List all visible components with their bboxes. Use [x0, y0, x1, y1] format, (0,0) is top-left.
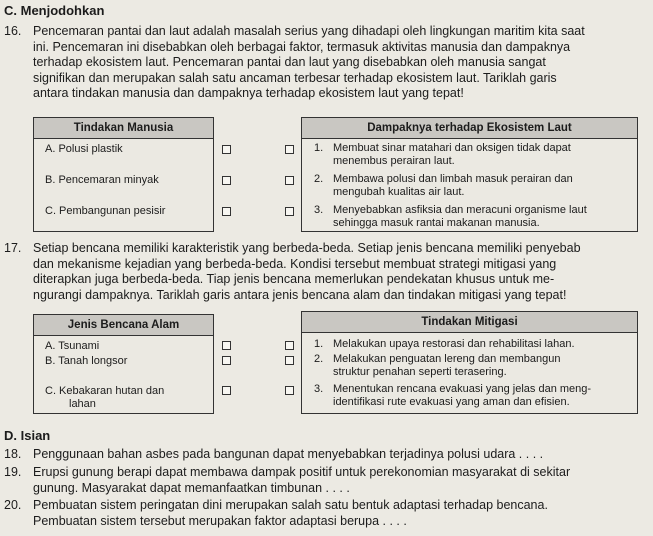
- q17-right-header: Tindakan Mitigasi: [302, 312, 637, 333]
- q16-right-num-2: 2.: [314, 173, 324, 185]
- q17-right-item-2-line: struktur penahan seperti terasering.: [333, 366, 507, 378]
- q16-right-item-2: [333, 173, 633, 199]
- q19-line: gunung. Masyarakat dapat memanfaatkan timbunan . . . .: [33, 480, 350, 495]
- q16-line: terhadap ekosistem laut. Pencemaran pantai dan laut yang disebabkan oleh manusia sangat: [33, 55, 546, 69]
- q17-left-checkbox-a[interactable]: [222, 341, 231, 350]
- q16-right-checkbox-1[interactable]: [285, 145, 294, 154]
- q16-right-item-3-line: Menyebabkan asfiksia dan meracuni organisme laut: [333, 204, 587, 216]
- q17-right-item-3-line: identifikasi rute evakuasi yang aman dan efisien.: [333, 396, 570, 408]
- q17-right-checkbox-3[interactable]: [285, 386, 294, 395]
- q17-line: Setiap bencana memiliki karakteristik yang berbeda-beda. Setiap jenis bencana memiliki penyebab: [33, 241, 581, 255]
- q16-right-item-2-line: mengubah kualitas air laut.: [333, 186, 465, 198]
- q17-right-num-1: 1.: [314, 338, 324, 350]
- q17-right-num-3: 3.: [314, 383, 324, 395]
- q16-left-item-c: C. Pembangunan pesisir: [45, 205, 166, 217]
- q17-line: diterapkan juga berbeda-beda. Tiap jenis bencana memerlukan pendekatan khusus untuk me-: [33, 272, 555, 286]
- q17-line: ngurangi dampaknya. Tariklah garis antara jenis bencana alam dan tindakan mitigasi yang tepat!: [33, 287, 567, 302]
- q16-line: signifikan dan merupakan salah satu ancaman terbesar terhadap ekosistem laut. Tariklah garis: [33, 70, 557, 85]
- q16-right-item-2-line: Membawa polusi dan limbah masuk perairan dan: [333, 173, 573, 185]
- q17-right-item-2-line: Melakukan penguatan lereng dan membangun: [333, 353, 561, 365]
- q17-right-num-2: 2.: [314, 353, 324, 365]
- q17-right-checkbox-2[interactable]: [285, 356, 294, 365]
- q17-left-checkbox-c[interactable]: [222, 386, 231, 395]
- q16-right-header: Dampaknya terhadap Ekosistem Laut: [302, 118, 637, 139]
- q16-left-checkbox-a[interactable]: [222, 145, 231, 154]
- q20-text: [33, 498, 643, 529]
- q16-left-checkbox-c[interactable]: [222, 207, 231, 216]
- q18-line: Penggunaan bahan asbes pada bangunan dapat menyebabkan terjadinya polusi udara . . . .: [33, 447, 544, 461]
- q16-right-item-1-line: Membuat sinar matahari dan oksigen tidak dapat: [333, 142, 571, 154]
- q16-right-item-1: [333, 142, 633, 168]
- q16-left-item-a: A. Polusi plastik: [45, 143, 123, 155]
- q17-left-item-c-line: C. Kebakaran hutan dan: [45, 385, 165, 397]
- q17-left-item-b: B. Tanah longsor: [45, 355, 128, 367]
- q16-right-item-3: [333, 204, 633, 230]
- q20-number: 20.: [4, 498, 22, 512]
- section-c-title: C. Menjodohkan: [4, 3, 105, 18]
- q17-number: 17.: [4, 241, 22, 255]
- q16-right-num-3: 3.: [314, 204, 324, 216]
- q17-right-checkbox-1[interactable]: [285, 341, 294, 350]
- q17-left-item-c: [45, 385, 210, 411]
- q19-line: Erupsi gunung berapi dapat membawa dampak positif untuk perekonomian masyarakat di sekitar: [33, 465, 571, 479]
- q16-right-item-1-line: menembus perairan laut.: [333, 155, 455, 167]
- q16-text: [33, 24, 643, 102]
- q16-left-item-b: B. Pencemaran minyak: [45, 174, 159, 186]
- q17-line: dan mekanisme kejadian yang berbeda-beda. Kondisi tersebut membuat strategi mitigasi yang: [33, 256, 557, 271]
- q16-left-checkbox-b[interactable]: [222, 176, 231, 185]
- q20-line: Pembuatan sistem peringatan dini merupakan salah satu bentuk adaptasi terhadap bencana.: [33, 498, 548, 512]
- q16-line: antara tindakan manusia dan dampaknya terhadap ekosistem laut yang tepat!: [33, 86, 464, 100]
- q16-line: ini. Pencemaran ini disebabkan oleh berbagai faktor, termasuk aktivitas manusia dan dampaknya: [33, 39, 571, 54]
- q17-right-item-2: [333, 353, 633, 379]
- q17-right-item-3: [333, 383, 633, 409]
- section-d-title: D. Isian: [4, 428, 51, 443]
- q18-text: [33, 447, 643, 463]
- q17-right-item-1: Melakukan upaya restorasi dan rehabilitasi lahan.: [333, 338, 575, 350]
- q18-number: 18.: [4, 447, 22, 461]
- q17-left-item-a: A. Tsunami: [45, 340, 100, 352]
- q17-right-item-3-line: Menentukan rencana evakuasi yang jelas dan meng-: [333, 383, 592, 395]
- q17-left-item-c-line: lahan: [69, 398, 96, 410]
- q17-left-header: Jenis Bencana Alam: [34, 315, 213, 336]
- q16-left-header: Tindakan Manusia: [34, 118, 213, 139]
- q17-text: [33, 241, 643, 303]
- q16-right-num-1: 1.: [314, 142, 324, 154]
- q16-line: Pencemaran pantai dan laut adalah masalah serius yang dihadapi oleh lingkungan maritim kita saat: [33, 24, 585, 38]
- q17-left-checkbox-b[interactable]: [222, 356, 231, 365]
- q16-right-item-3-line: sehingga masuk rantai makanan manusia.: [333, 217, 540, 229]
- q19-number: 19.: [4, 465, 22, 479]
- q20-line: Pembuatan sistem tersebut merupakan faktor adaptasi berupa . . . .: [33, 513, 407, 528]
- q16-right-checkbox-3[interactable]: [285, 207, 294, 216]
- q19-text: [33, 465, 643, 496]
- q16-number: 16.: [4, 24, 22, 38]
- q16-right-checkbox-2[interactable]: [285, 176, 294, 185]
